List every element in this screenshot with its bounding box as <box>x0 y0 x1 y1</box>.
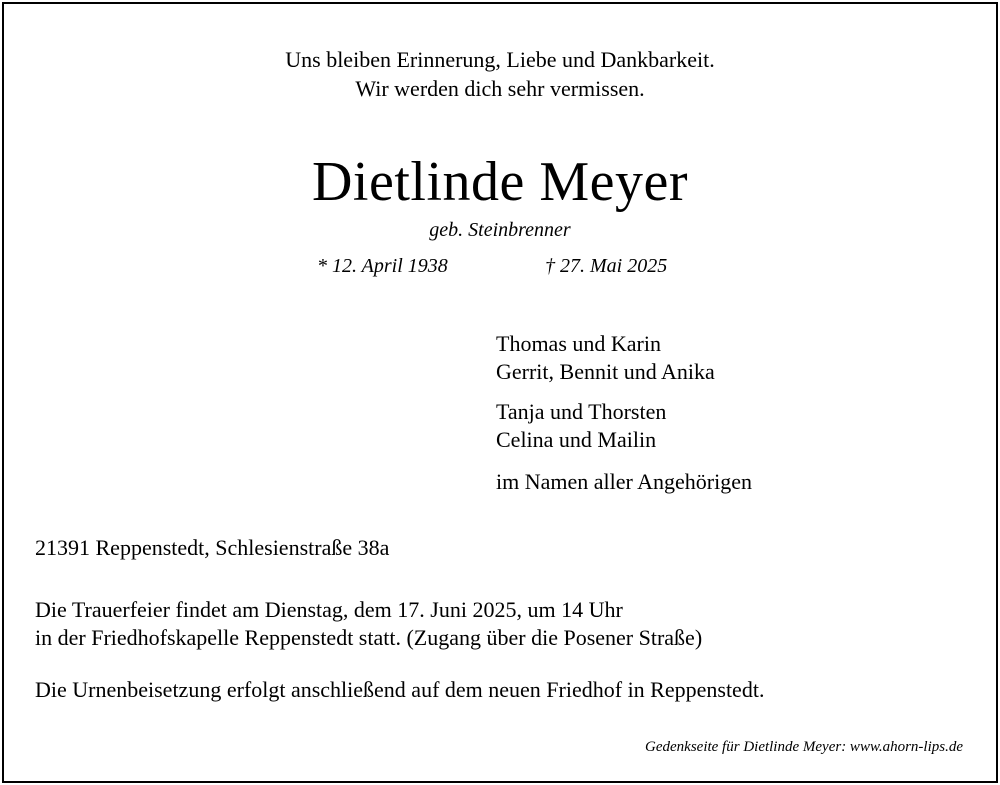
address: 21391 Reppenstedt, Schlesienstraße 38a <box>35 535 390 560</box>
birth-date: * 12. April 1938 <box>317 255 448 277</box>
mourner-line: Thomas und Karin <box>496 331 661 356</box>
memorial-page-link: Gedenkseite für Dietlinde Meyer: www.ahorn-lips.de <box>645 739 963 755</box>
motto-line-2: Wir werden dich sehr vermissen. <box>355 76 645 101</box>
mourner-line: Tanja und Thorsten <box>496 399 667 424</box>
ceremony-line-1: Die Trauerfeier findet am Dienstag, dem 17. Juni 2025, um 14 Uhr <box>35 597 623 622</box>
mourner-line: Celina und Mailin <box>496 427 657 452</box>
death-date: † 27. Mai 2025 <box>545 255 668 277</box>
motto-line-1: Uns bleiben Erinnerung, Liebe und Dankbarkeit. <box>285 47 715 72</box>
deceased-name: Dietlinde Meyer <box>311 151 689 213</box>
burial-info: Die Urnenbeisetzung erfolgt anschließend auf dem neuen Friedhof in Reppenstedt. <box>35 677 765 702</box>
mourner-line: Gerrit, Bennit und Anika <box>496 359 715 384</box>
notice-border <box>2 2 998 783</box>
mourner-closing: im Namen aller Angehörigen <box>496 469 752 494</box>
maiden-name: geb. Steinbrenner <box>429 219 571 241</box>
ceremony-line-2: in der Friedhofskapelle Reppenstedt statt. (Zugang über die Posener Straße) <box>35 625 703 650</box>
